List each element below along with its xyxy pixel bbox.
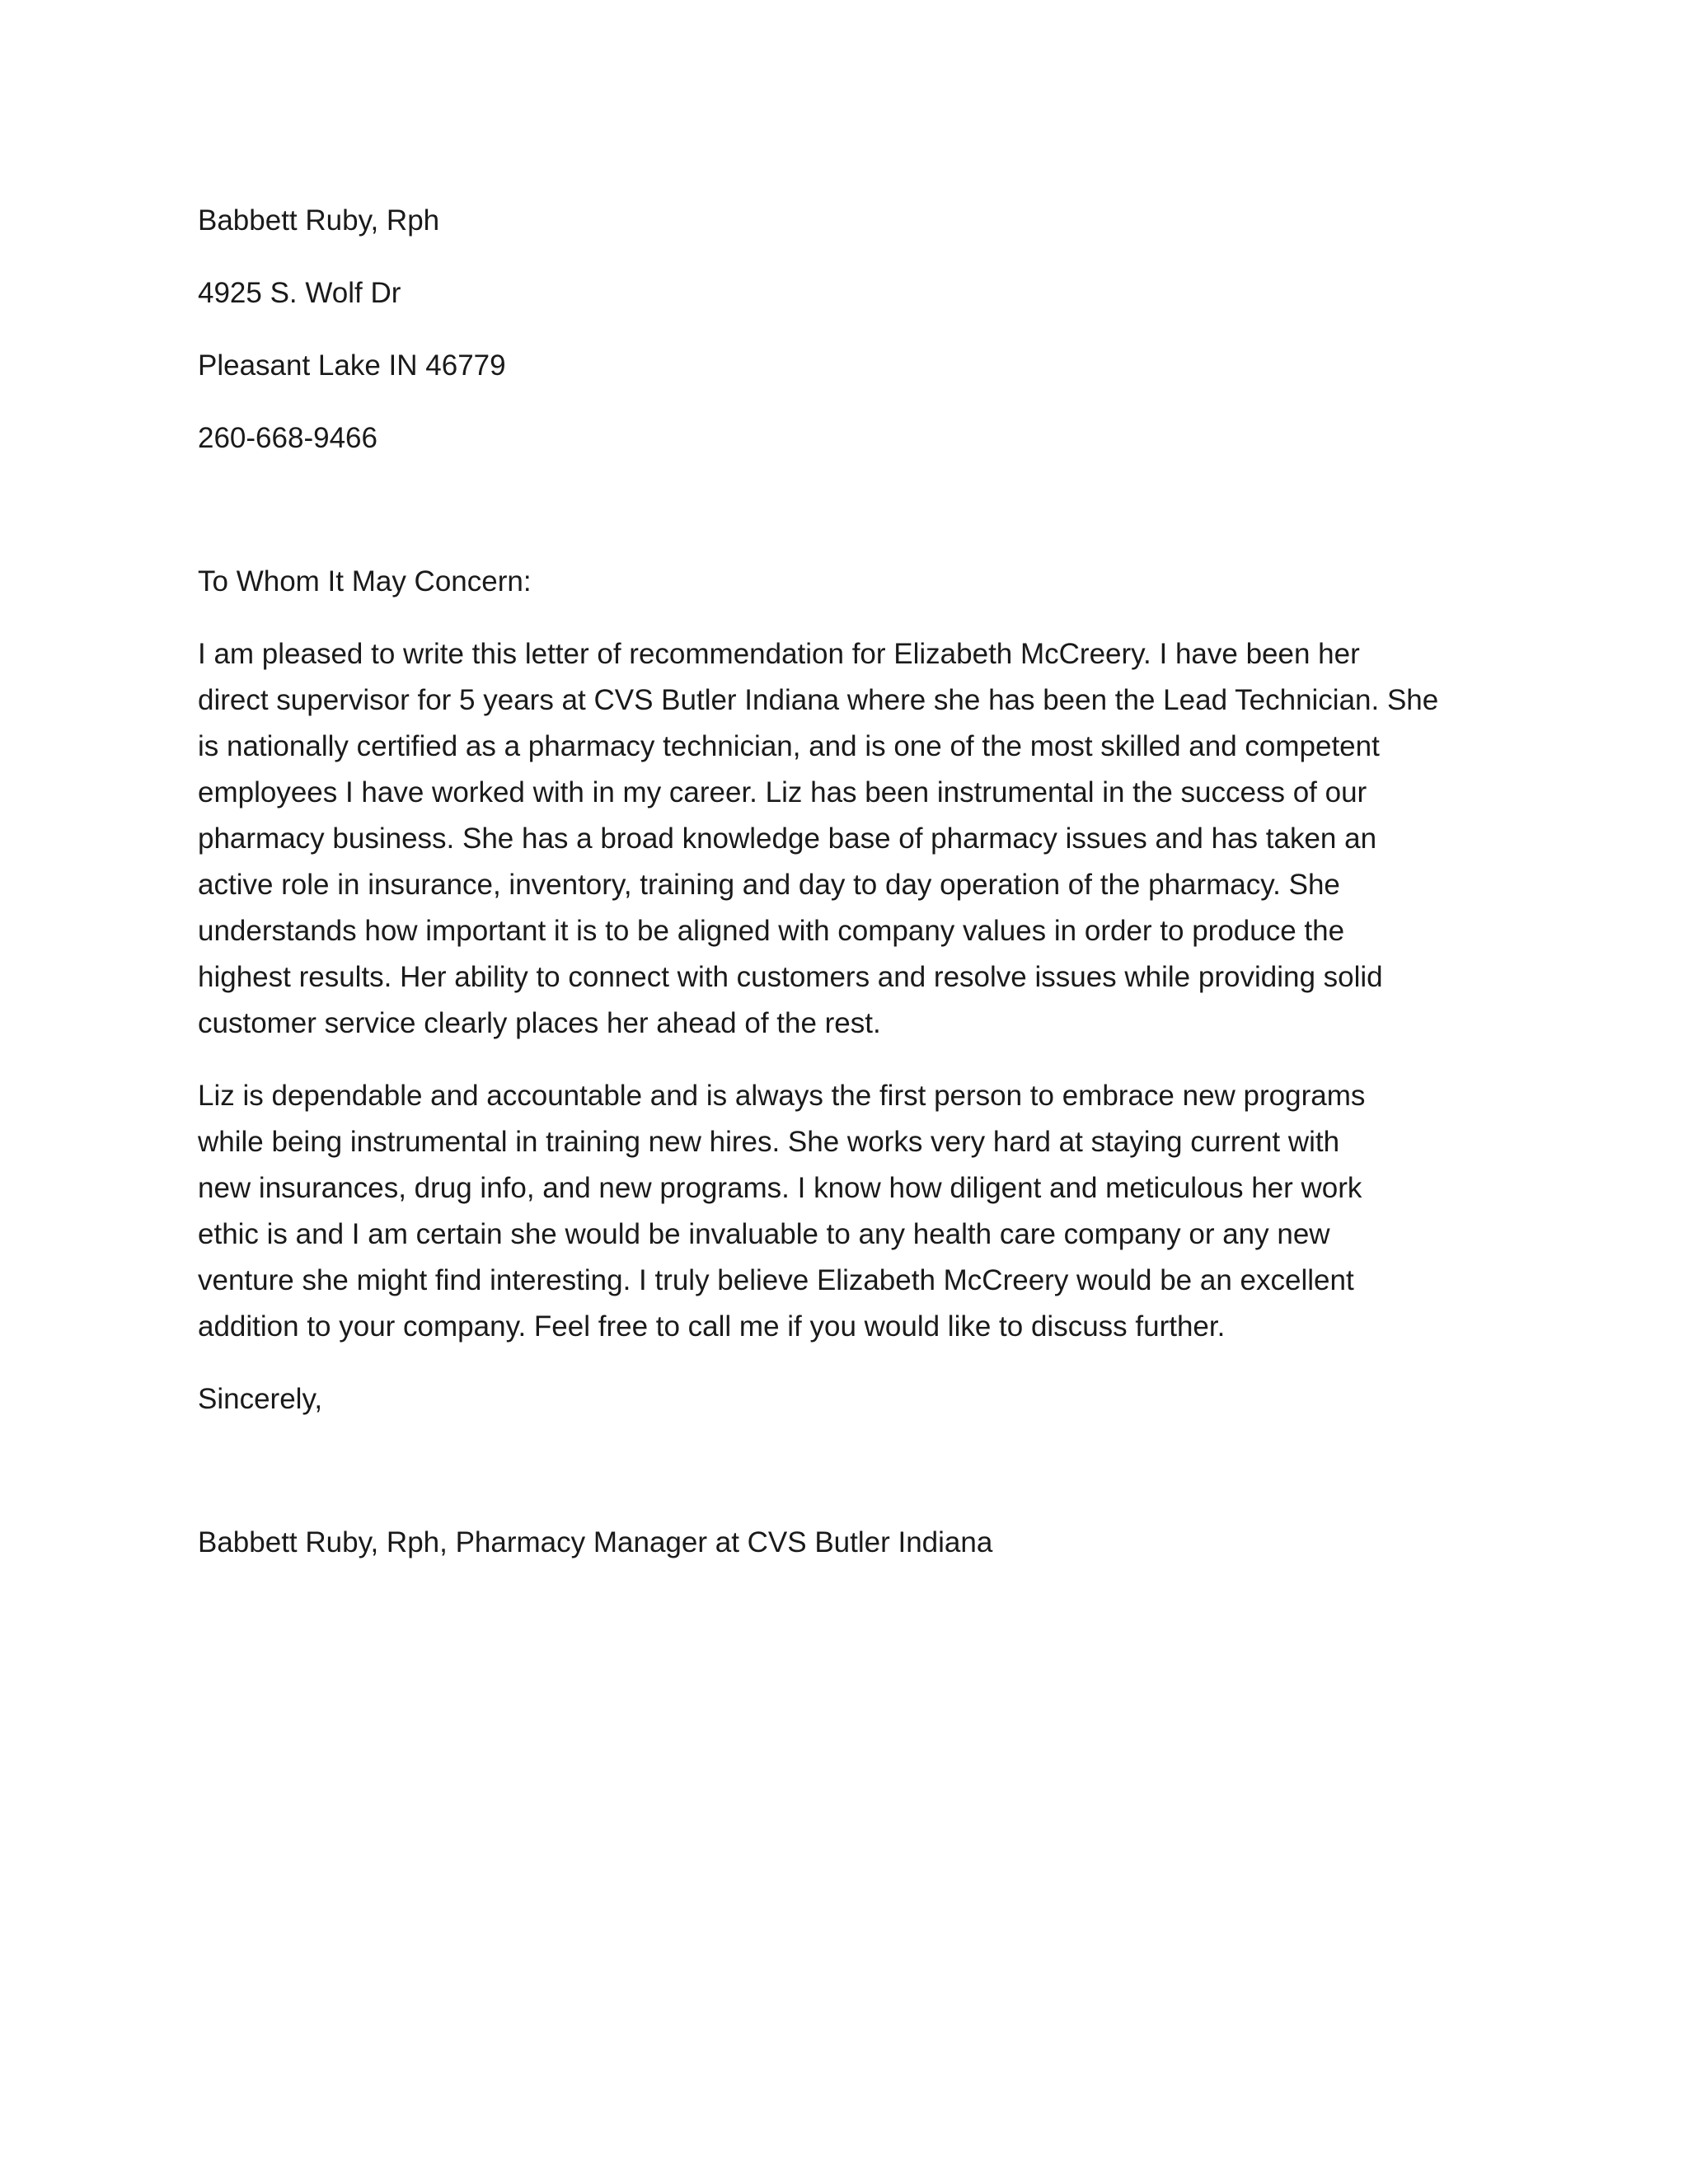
sender-name: Babbett Ruby, Rph (198, 204, 440, 237)
sender-city-state-zip: Pleasant Lake IN 46779 (198, 349, 506, 382)
letter-body (198, 198, 1492, 1566)
paragraph-line: employees I have worked with in my career. Liz has been instrumental in the success of our (198, 776, 1367, 808)
salutation: To Whom It May Concern: (198, 565, 532, 598)
paragraph-1 (198, 631, 1492, 1047)
paragraph-line: venture she might find interesting. I truly believe Elizabeth McCreery would be an excellent (198, 1264, 1354, 1296)
sender-phone: 260-668-9466 (198, 422, 377, 454)
paragraph-2 (198, 1073, 1492, 1350)
signature: Babbett Ruby, Rph, Pharmacy Manager at CVS Butler Indiana (198, 1526, 993, 1558)
paragraph-line: direct supervisor for 5 years at CVS Butler Indiana where she has been the Lead Technician. She (198, 684, 1439, 716)
sender-street: 4925 S. Wolf Dr (198, 277, 401, 309)
paragraph-line: while being instrumental in training new hires. She works very hard at staying current with (198, 1126, 1340, 1158)
paragraph-line: pharmacy business. She has a broad knowledge base of pharmacy issues and has taken an (198, 823, 1377, 855)
paragraph-line: new insurances, drug info, and new programs. I know how diligent and meticulous her work (198, 1172, 1362, 1204)
sender-address-block (198, 198, 1492, 462)
paragraph-line: highest results. Her ability to connect with customers and resolve issues while providing solid (198, 961, 1383, 993)
paragraph-line: Liz is dependable and accountable and is always the first person to embrace new programs (198, 1080, 1366, 1112)
paragraph-line: active role in insurance, inventory, training and day to day operation of the pharmacy. She (198, 869, 1340, 901)
paragraph-line: I am pleased to write this letter of recommendation for Elizabeth McCreery. I have been her (198, 638, 1360, 670)
paragraph-line: ethic is and I am certain she would be invaluable to any health care company or any new (198, 1218, 1330, 1250)
paragraph-line: addition to your company. Feel free to call me if you would like to discuss further. (198, 1310, 1226, 1343)
paragraph-line: understands how important it is to be aligned with company values in order to produce the (198, 915, 1345, 947)
paragraph-line: customer service clearly places her ahead of the rest. (198, 1007, 881, 1039)
closing: Sincerely, (198, 1383, 323, 1415)
paragraph-line: is nationally certified as a pharmacy technician, and is one of the most skilled and competent (198, 730, 1380, 762)
